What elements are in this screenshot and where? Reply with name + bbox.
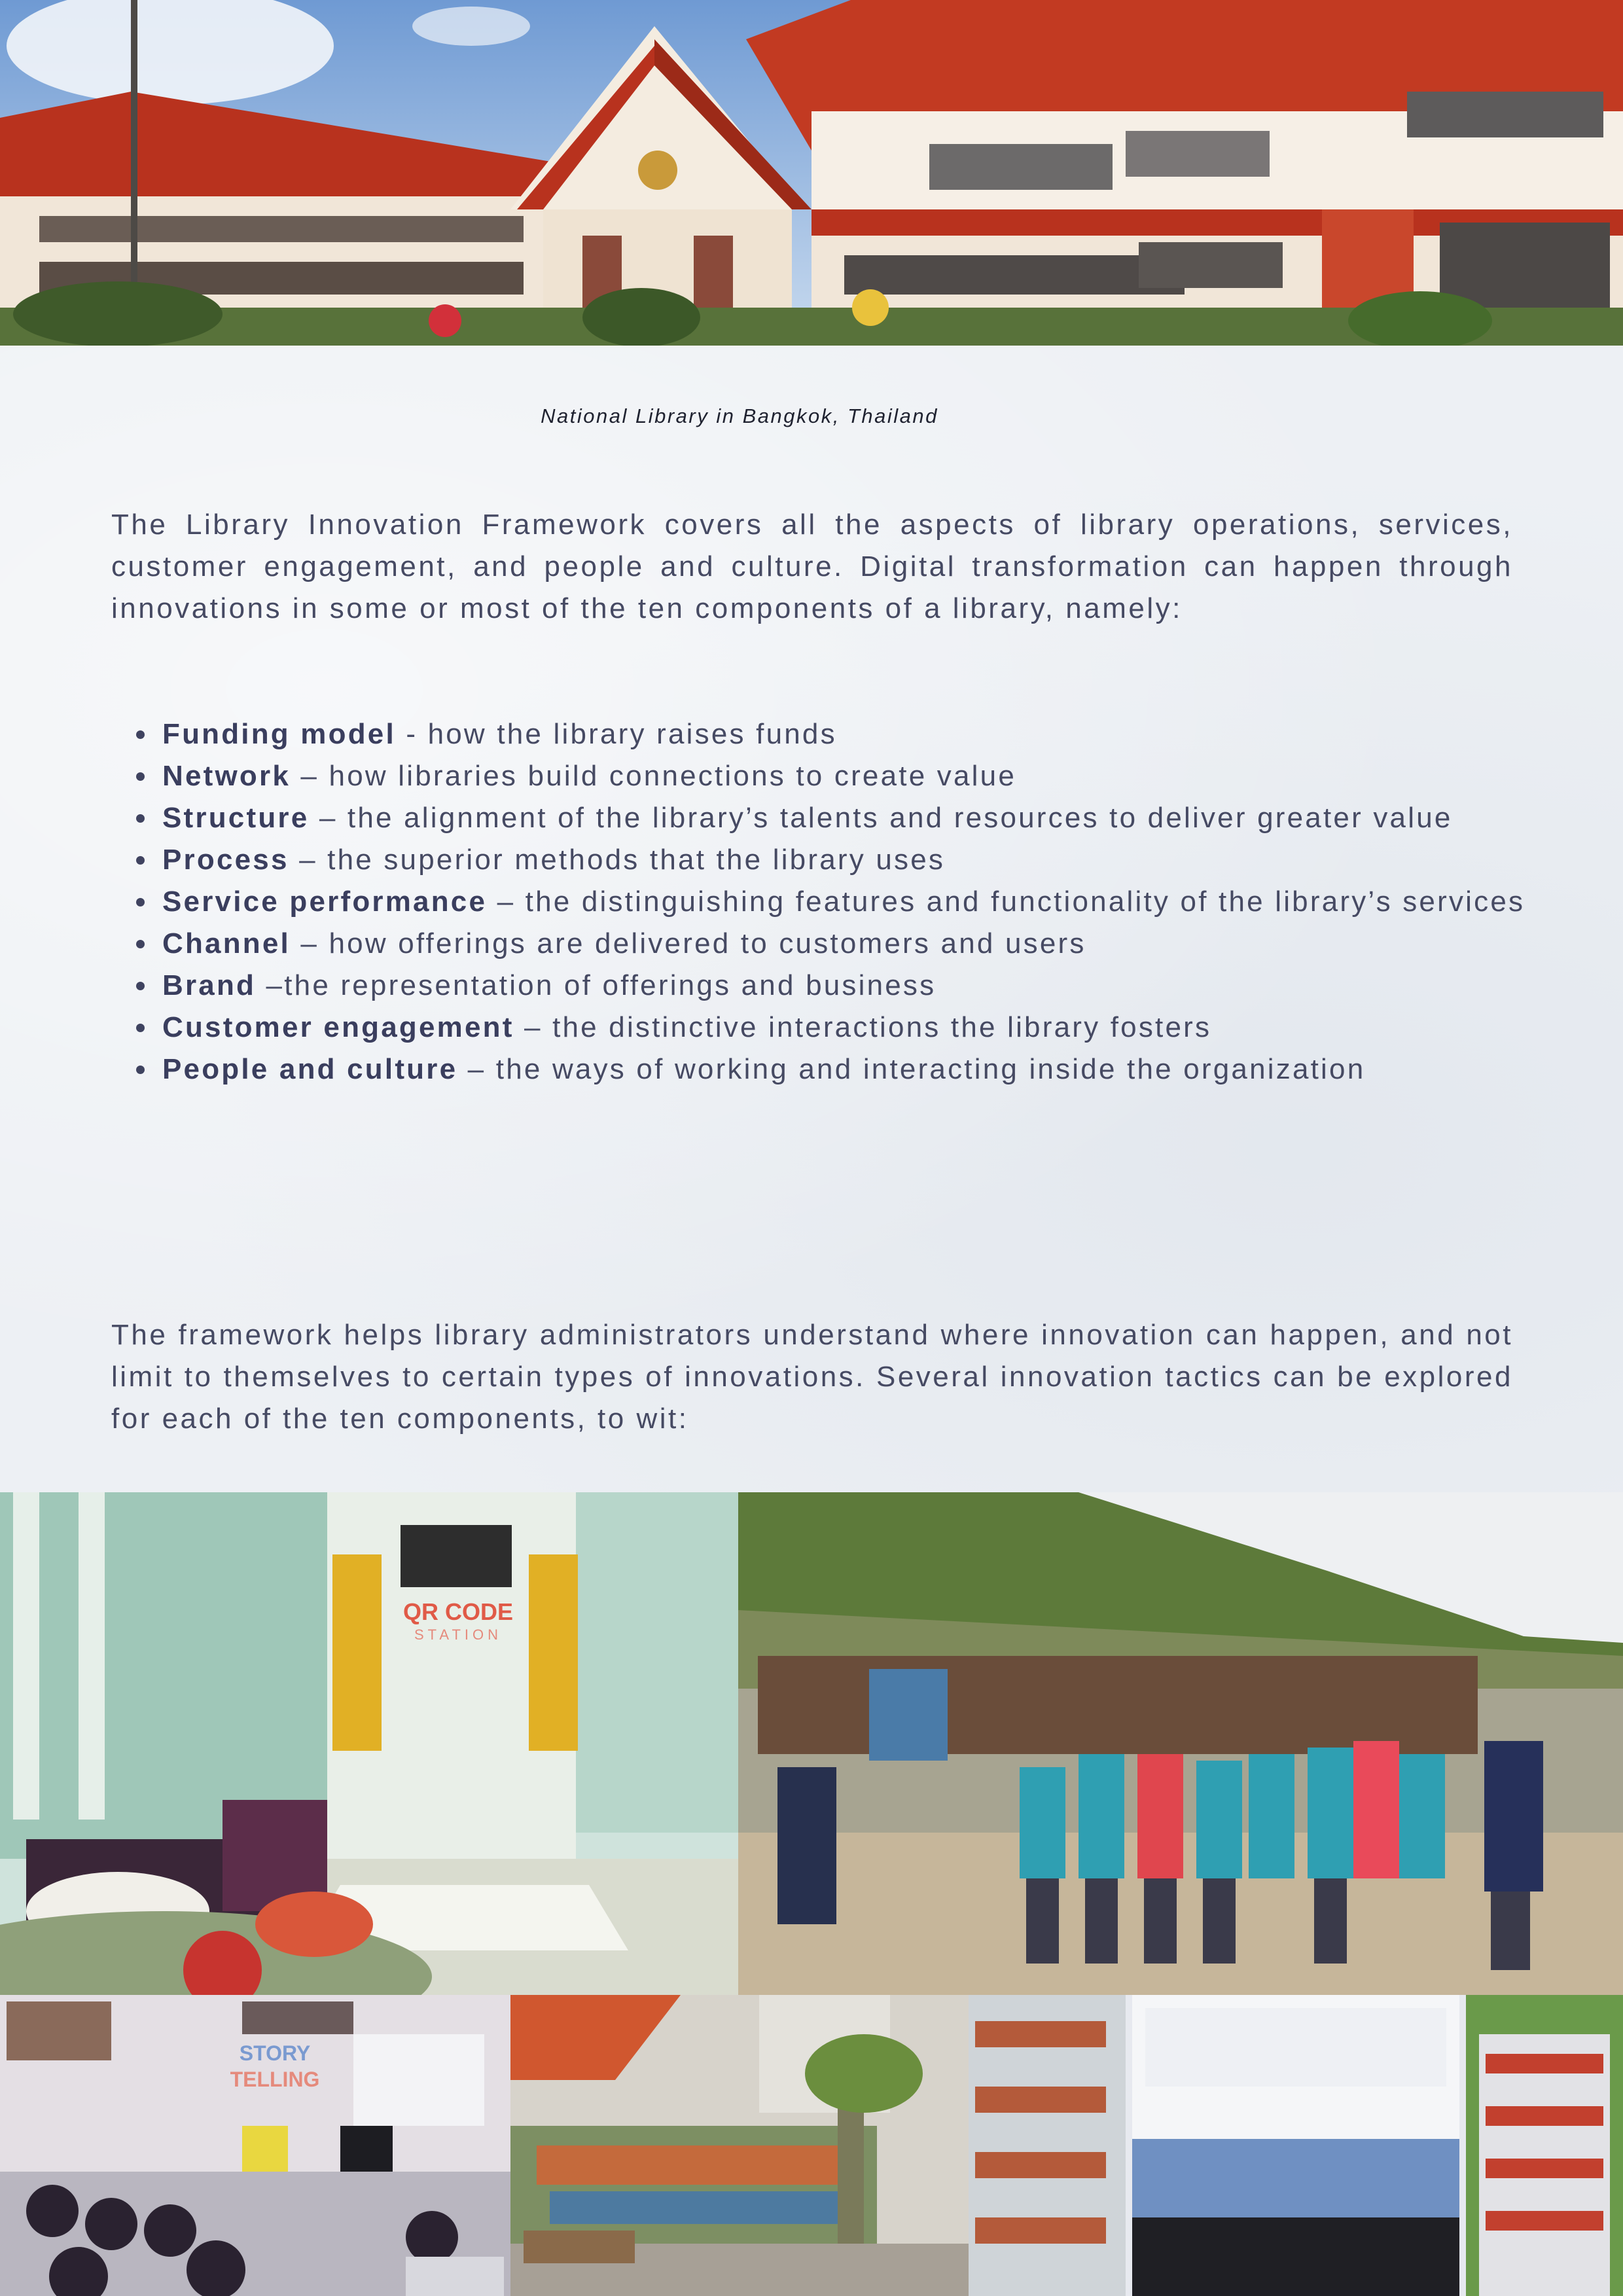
component-description: – the alignment of the library’s talents and resources to deliver greater value [309, 802, 1453, 834]
component-description: - how the library raises funds [395, 718, 837, 750]
list-item [162, 965, 1564, 1007]
component-description: – how libraries build connections to create value [291, 760, 1016, 792]
library-building-photo [0, 0, 1623, 346]
component-description: – the ways of working and interacting inside the organization [457, 1053, 1366, 1085]
qr-sign-subtext: STATION [414, 1626, 503, 1643]
list-item [162, 1007, 1564, 1049]
riverbank-group-photo [738, 1492, 1623, 1995]
component-term: Funding model [162, 718, 396, 750]
component-term: Service performance [162, 886, 488, 918]
list-item [162, 1049, 1564, 1090]
component-term: Brand [162, 969, 257, 1001]
storytelling-sign-text: STORY [239, 2041, 311, 2065]
photo-caption: National Library in Bangkok, Thailand [541, 404, 938, 427]
component-term: Network [162, 760, 291, 792]
component-term: People and culture [162, 1053, 458, 1085]
list-item [162, 713, 1564, 755]
list-item [162, 797, 1564, 839]
qr-sign-text: QR CODE [402, 1598, 514, 1625]
component-description: – the distinctive interactions the library fosters [514, 1011, 1212, 1043]
component-term: Customer engagement [162, 1011, 514, 1043]
component-term: Process [162, 844, 289, 876]
storytelling-session-photo [0, 1995, 510, 2296]
component-description: – the superior methods that the library uses [289, 844, 946, 876]
list-item [162, 923, 1564, 965]
intro-paragraph: The Library Innovation Framework covers all the aspects of library operations, services, customer engagement, and people and culture. Digital transformation can happen through innovations in some or most of the ten components of a library, namely: [111, 509, 1513, 624]
qr-code-station-photo [0, 1492, 738, 1995]
building-illustration [0, 0, 1623, 346]
component-term: Channel [162, 927, 291, 960]
component-description: – how offerings are delivered to customers and users [290, 927, 1086, 960]
list-item [162, 839, 1564, 881]
list-item [162, 755, 1564, 797]
list-item [162, 881, 1564, 923]
storytelling-sign-subtext: TELLING [230, 2068, 320, 2091]
bookshelf-corner-photo [969, 1995, 1623, 2296]
components-list [111, 713, 1564, 1090]
component-term: Structure [162, 802, 310, 834]
mural-courtyard-photo [510, 1995, 969, 2296]
closing-paragraph: The framework helps library administrators understand where innovation can happen, and not limit to themselves to certain types of innovations. Several innovation tactics can be explored for each of the ten components, to wit: [111, 1319, 1513, 1435]
component-description: – the distinguishing features and functionality of the library’s services [487, 886, 1525, 918]
component-description: –the representation of offerings and business [256, 969, 936, 1001]
